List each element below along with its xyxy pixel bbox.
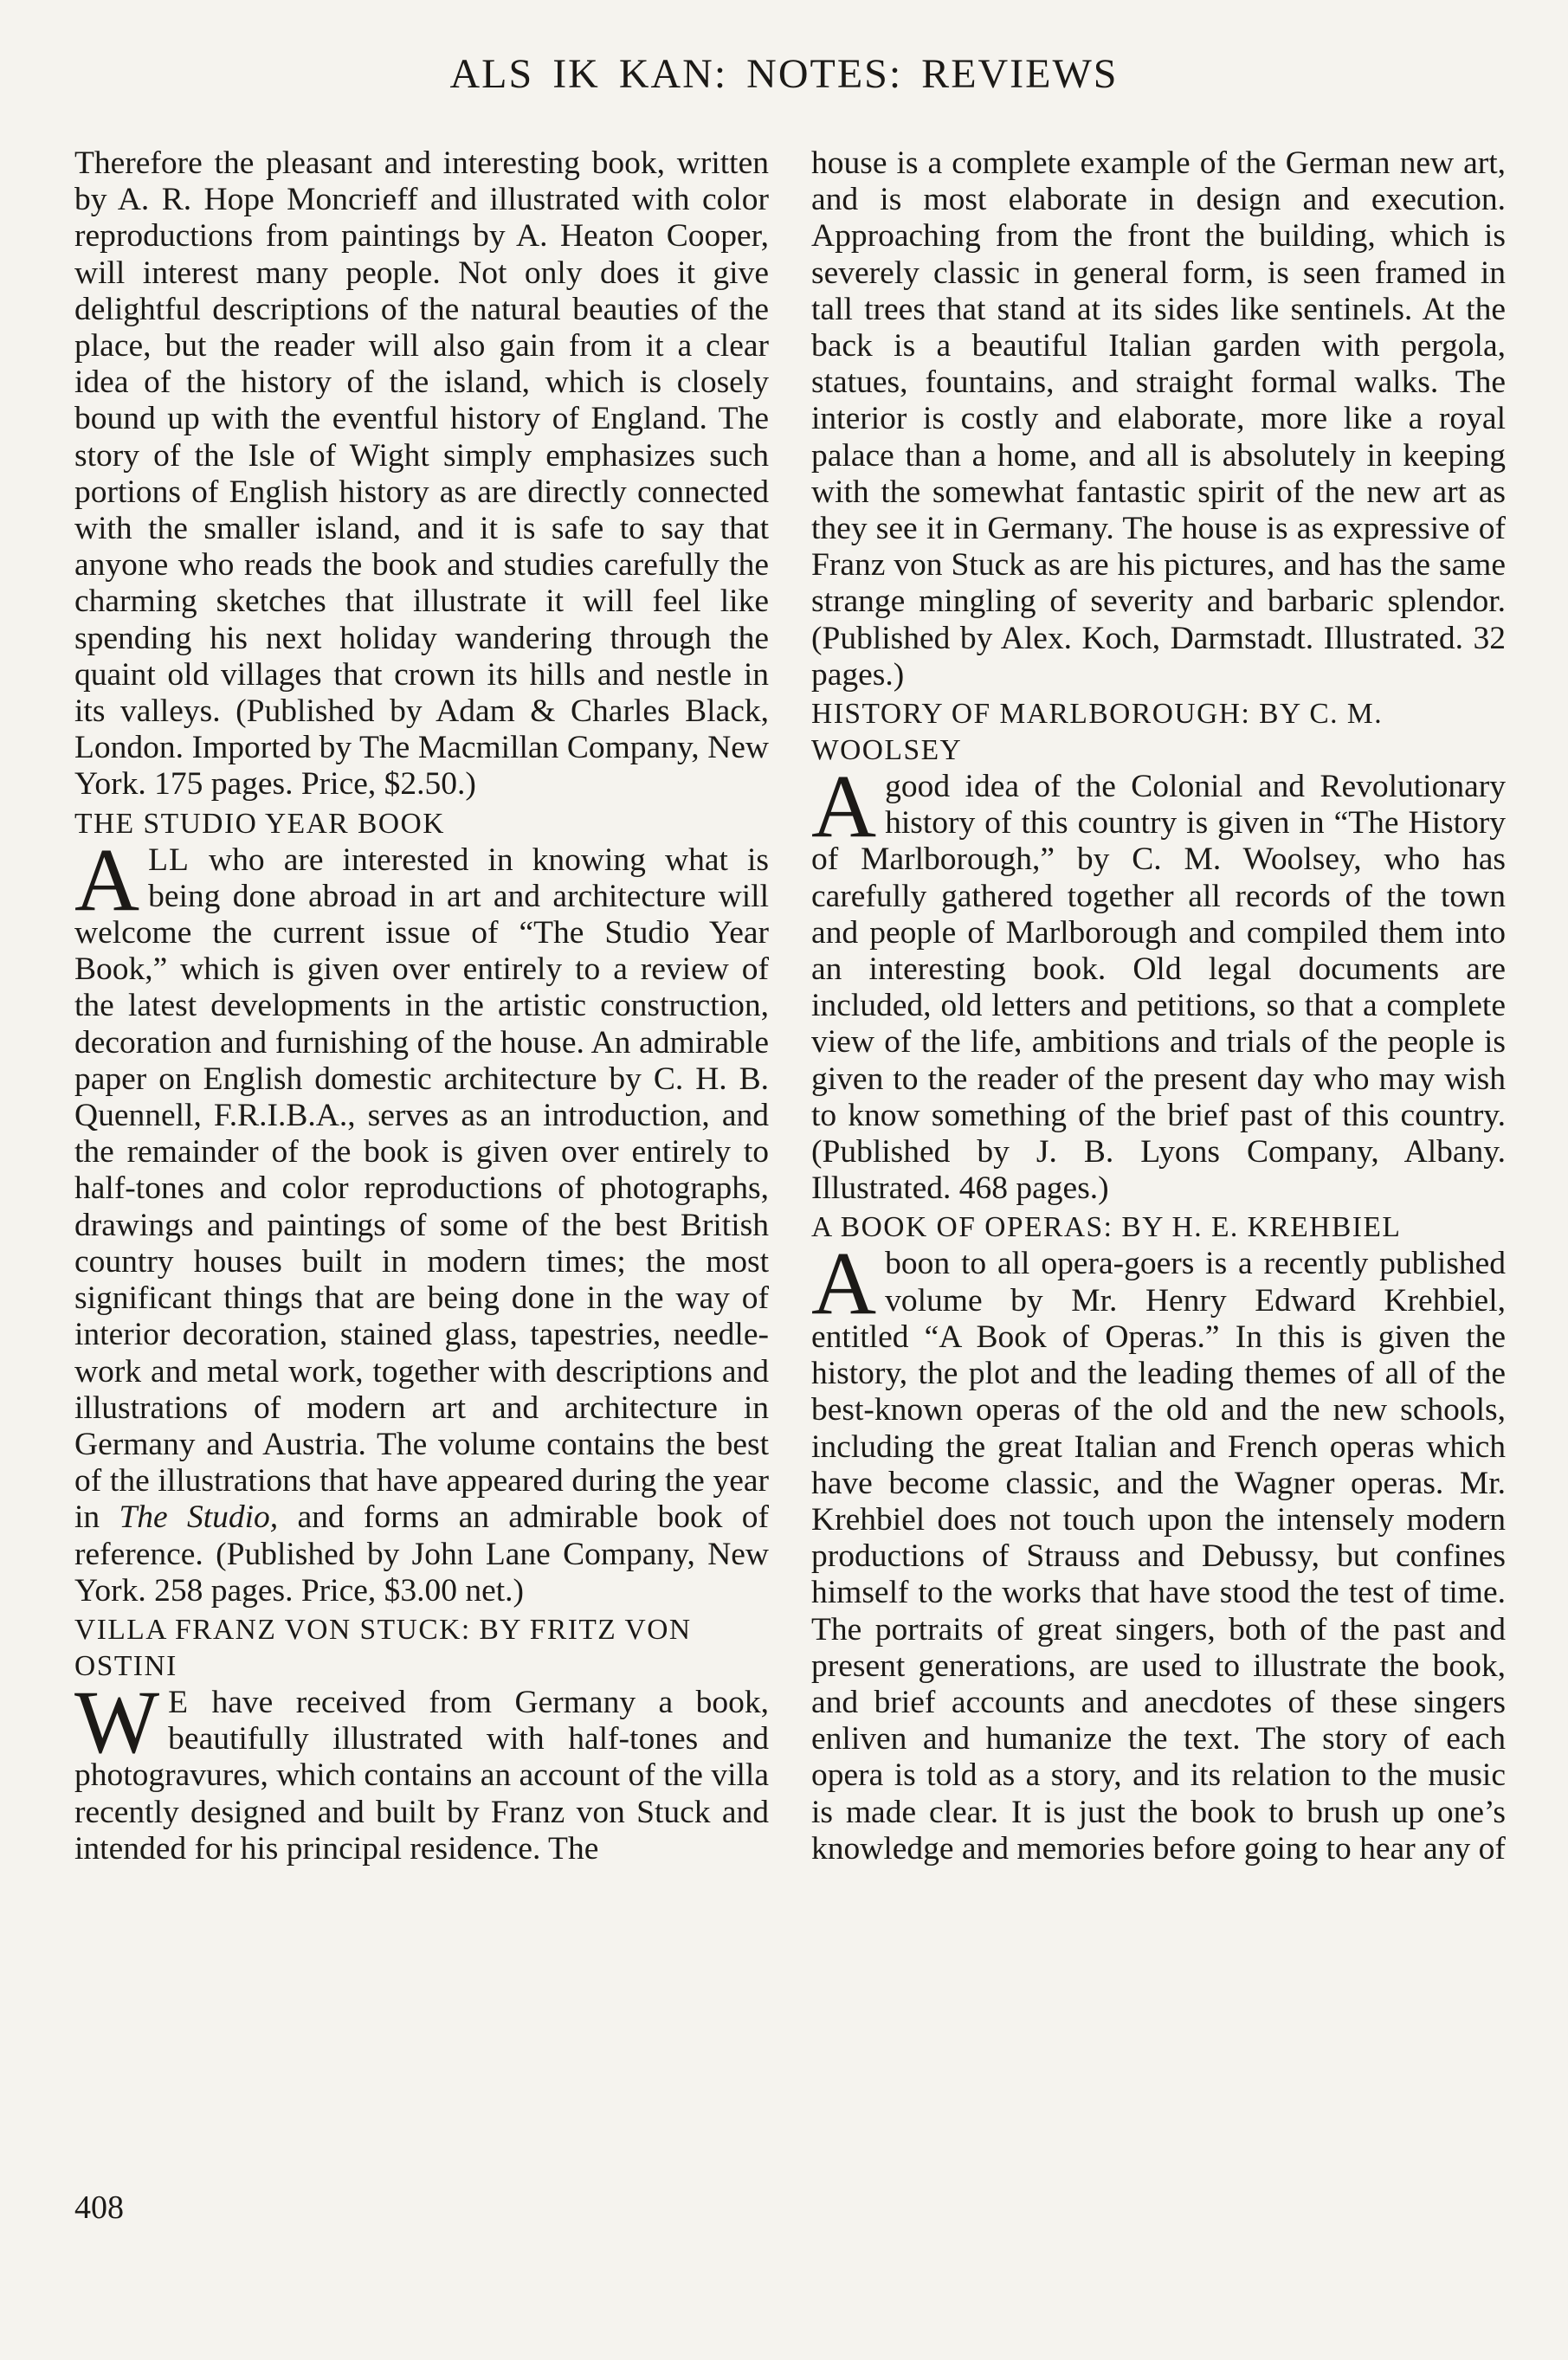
lead-in-text: LL — [148, 841, 190, 878]
book-of-operas-review — [811, 1234, 1506, 1867]
villa-franz-von-stuck-heading: VILLA FRANZ VON STUCK: BY FRITZ VON OSTINI — [74, 1613, 692, 1682]
history-of-marlborough-heading: HISTORY OF MARLBOROUGH: BY C. M. WOOLSEY — [811, 698, 1384, 767]
book-of-operas-heading: A BOOK OF OPERAS: BY H. E. KREHBIEL — [811, 1211, 1402, 1244]
villa-review-continued: house is a complete example of the German new art, and is most elaborate in design and execution. Approaching from the front the building, which is severely classic in general form, is seen framed in tall trees that stand at its sides like sentinels. At the back is a beautiful Italian garden with pergola, statues, fountains, and straight formal walks. The interior is costly and elaborate, more like a royal palace than a home, and all is absolutely in keeping with the somewhat fantastic spirit of the new art as they see it in Germany. The house is as expressive of Franz von Stuck as are his pictures, and has the same strange mingling of severity and barbaric splendor. (Published by Alex. Koch, Darmstadt. Illustrated. 32 pages.) — [811, 145, 1506, 693]
right-column — [811, 145, 1506, 1867]
isle-of-wight-review-text: Therefore the pleasant and interesting book, written by A. R. Hope Moncrieff and illustrated with color reproductions from paintings by A. Heaton Cooper, will interest many people. Not only does it give delightful descriptions of the natural beauties of the place, but the reader will also gain from it a clear idea of the history of the island, which is closely bound up with the eventful history of England. The story of the Isle of Wight simply emphasizes such portions of English history as are directly connected with the smaller island, and it is safe to say that anyone who reads the book and studies carefully the charming sketches that illustrate it will feel like spending his next holiday wandering through the quaint old villages that crown its hills and nestle in its valleys. (Published by Adam & Charles Black, London. Imported by The Macmillan Company, New York. 175 pages. Price, $2.50.) — [74, 145, 769, 803]
review-text-end: and forms an admirable book of reference. (Published by John Lane Company, New York. 258 pages. Price, $3.00 net.) — [74, 1499, 769, 1609]
italic-title: The Studio, — [119, 1499, 279, 1536]
drop-cap: A — [811, 1234, 877, 1334]
drop-cap: A — [811, 757, 877, 857]
villa-franz-von-stuck-review — [74, 1672, 769, 1867]
lead-in-text: E — [168, 1684, 190, 1720]
review-text: good idea of the Colonial and Revolutionary history of this country is given in “The History of Marlborough,” by C. M. Woolsey, who has carefully gathered together all records of the town and people of Marlborough and compiled them into an interesting book. Old legal documents are included, old letters and petitions, so that a complete view of the life, ambitions and trials of the people is given to the reader of the present day who may wish to know something of the brief past of this country. (Published by J. B. Lyons Company, Albany. Illustrated. 468 pages.) — [811, 769, 1506, 1207]
studio-year-book-review — [74, 829, 769, 1609]
studio-year-book-heading: THE STUDIO YEAR BOOK — [74, 807, 445, 840]
review-text: who are interested in knowing what is being done abroad in art and architecture will welcome the current issue of “The Studio Year Book,” which is given over entirely to a review of the latest developments in the artistic construction, decoration and furnishing of the house. An admirable paper on English domestic architecture by C. H. B. Quennell, F.R.I.B.A., serves as an introduction, and the remainder of the book is given over entirely to half-tones and color reproductions of photographs, drawings and paintings of some of the best British country houses built in modern times; the most significant things that are being done in the way of interior decoration, stained glass, tapestries, needlework and metal work, together with descriptions and illustrations of modern art and architecture in Germany and Austria. The volume contains the best of the illustrations that have appeared during the year in — [74, 841, 769, 1536]
drop-cap: A — [74, 829, 140, 930]
page-number: 408 — [74, 2189, 124, 2226]
review-text: boon to all opera-goers is a recently published volume by Mr. Henry Edward Krehbiel, entitled “A Book of Operas.” In this is given the history, the plot and the leading themes of all of the best-known operas of the old and the new schools, including the great Italian and French operas which have become classic, and the Wagner operas. Mr. Krehbiel does not touch upon the intensely modern productions of Strauss and Debussy, but confines himself to the works that have stood the test of time. The portraits of great singers, both of the past and present generations, are used to illustrate the book, and brief accounts and anecdotes of these singers enliven and humanize the text. The story of each opera is told as a story, and its relation to the music is made clear. It is just the book to brush up one’s knowledge and memories before going to hear any of — [811, 1246, 1506, 1867]
history-of-marlborough-review — [811, 757, 1506, 1207]
review-text: have received from Germany a book, beautifully illustrated with half-tones and photogravures, which contains an account of the villa recently designed and built by Franz von Stuck and intended for his principal residence. The — [74, 1684, 769, 1867]
running-head: ALS IK KAN: NOTES: REVIEWS — [449, 51, 1119, 97]
drop-cap: W — [74, 1672, 160, 1772]
left-column — [74, 145, 769, 1867]
